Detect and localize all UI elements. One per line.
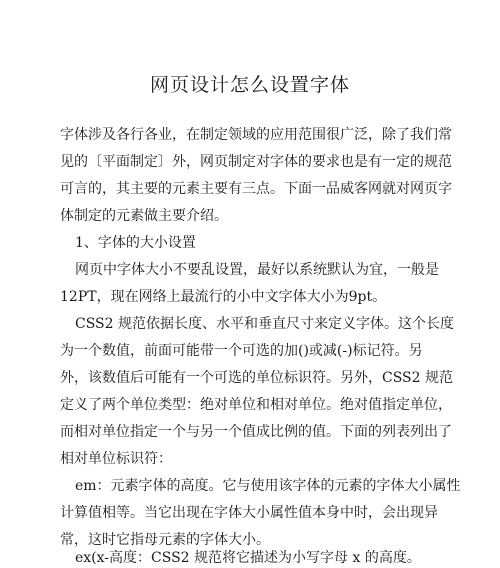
paragraph-line: 见的〔平面制定〕外，网页制定对字体的要求也是有一定的规范 — [60, 154, 452, 170]
paragraph-line: ex(x-高度：CSS2 规范将它描述为小写字母 x 的高度。 — [75, 550, 421, 566]
paragraph-line: CSS2 规范依据长度、水平和垂直尺寸来定义字体。这个长度 — [75, 316, 455, 332]
paragraph-line: 外，该数值后可能有一个可选的单位标识符。另外，CSS2 规范 — [60, 370, 454, 386]
paragraph-line: 计算值相等。当它出现在字体大小属性值本身中时，会出现异 — [60, 505, 438, 521]
paragraph-line: 定义了两个单位类型：绝对单位和相对单位。绝对值指定单位， — [60, 397, 452, 413]
paragraph-line: 相对单位标识符： — [60, 451, 172, 467]
paragraph-line: em：元素字体的高度。它与使用该字体的元素的字体大小属性 — [75, 478, 461, 494]
paragraph-line: 网页中字体大小不要乱设置，最好以系统默认为宜，一般是 — [75, 262, 439, 278]
paragraph-line: 可言的，其主要的元素主要有三点。下面一品威客网就对网页字 — [60, 181, 452, 197]
section-heading: 1、字体的大小设置 — [75, 235, 196, 251]
paragraph-line: 体制定的元素做主要介绍。 — [60, 208, 228, 224]
paragraph-line: 常，这时它指母元素的字体大小。 — [60, 532, 270, 548]
paragraph-line: 12PT，现在网络上最流行的小中文字体大小为9pt。 — [60, 289, 387, 305]
paragraph-line: 字体涉及各行各业，在制定领域的应用范围很广泛，除了我们常 — [60, 127, 452, 143]
paragraph-line: 而相对单位指定一个与另一个值成比例的值。下面的列表列出了 — [60, 424, 452, 440]
paragraph-line: 为一个数值，前面可能带一个可选的加()或减(-)标记符。另 — [60, 343, 423, 359]
document-title: 网页设计怎么设置字体 — [149, 74, 350, 96]
